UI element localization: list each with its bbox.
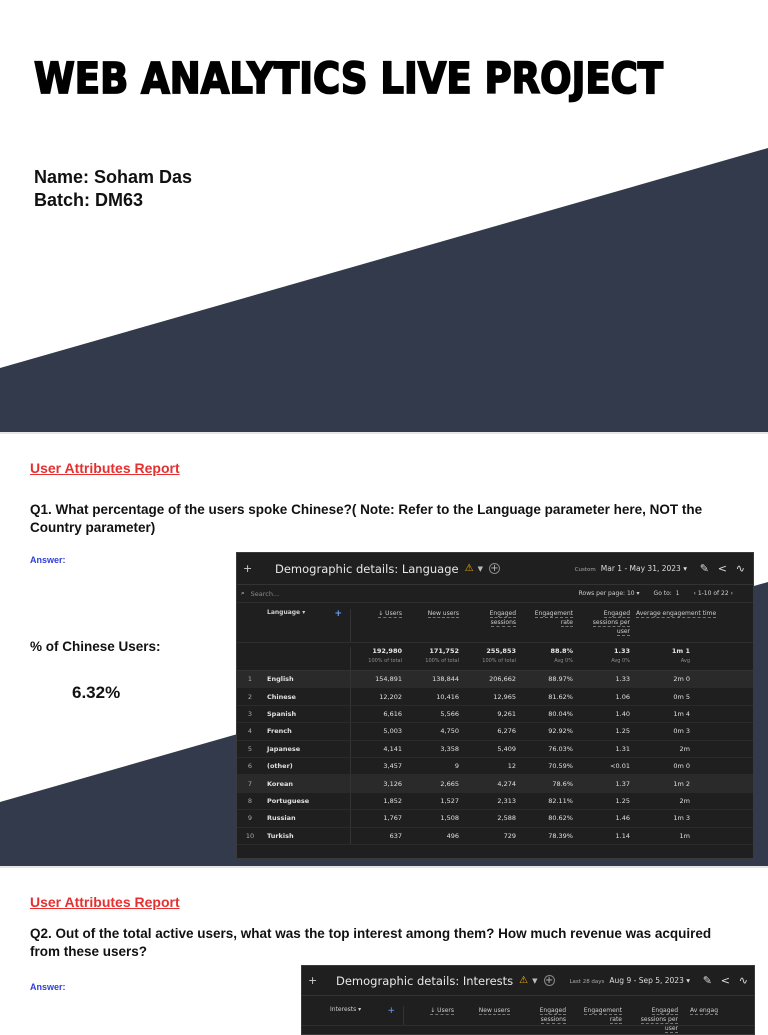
- table-row[interactable]: [237, 758, 753, 775]
- warning-icon[interactable]: ⚠: [464, 563, 474, 574]
- table-header: [237, 603, 753, 643]
- table-row[interactable]: [237, 810, 753, 827]
- chevron-down-icon[interactable]: ▼: [532, 976, 538, 985]
- row-metric-cell: 0m 5: [673, 692, 690, 701]
- row-metric-cell: 637: [389, 831, 402, 840]
- report-title: Demographic details: Language: [275, 561, 459, 576]
- row-dimension-value: Japanese: [263, 741, 351, 757]
- row-dimension-value: English: [263, 671, 351, 687]
- col-header[interactable]: ↓ Users: [378, 610, 402, 617]
- prev-page-icon[interactable]: ‹: [693, 590, 696, 597]
- row-metric-cell: 1.25: [615, 796, 630, 805]
- row-index: 9: [247, 814, 253, 823]
- search-input[interactable]: Search...: [250, 589, 280, 598]
- insights-icon[interactable]: ∿: [738, 974, 748, 987]
- dimension-header[interactable]: Language ▾: [267, 609, 306, 616]
- row-metric-cell: 3,358: [440, 744, 459, 753]
- row-dimension-value: Portuguese: [263, 793, 351, 809]
- add-icon[interactable]: +: [544, 975, 554, 986]
- share-icon[interactable]: <: [720, 974, 730, 987]
- row-metric-cell: 3,126: [383, 779, 402, 788]
- col-header[interactable]: Engaged sessions: [539, 1007, 566, 1023]
- total-cell: 1.33 Avg 0%: [611, 647, 630, 664]
- author-batch: Batch: DM63: [34, 190, 144, 210]
- totals-row: [237, 643, 753, 671]
- question-1-slide: [0, 434, 768, 866]
- row-metric-cell: 4,750: [440, 727, 459, 736]
- rows-per-page-select[interactable]: 10: [626, 590, 635, 597]
- row-metric-cell: 138,844: [432, 675, 459, 684]
- col-header[interactable]: Average engagement time: [636, 610, 717, 617]
- row-dimension-value: Korean: [263, 775, 351, 791]
- table-row[interactable]: [237, 671, 753, 688]
- chinese-users-label: % of Chinese Users:: [30, 639, 161, 654]
- date-range[interactable]: Last 28 days Aug 9 - Sep 5, 2023 ▾: [569, 976, 690, 985]
- title-slide: [0, 0, 768, 432]
- row-metric-cell: 70.59%: [548, 762, 573, 771]
- row-metric-cell: 78.39%: [548, 831, 573, 840]
- row-metric-cell: 1,508: [440, 814, 459, 823]
- answer-label: Answer:: [30, 982, 66, 992]
- row-metric-cell: 1.37: [615, 779, 630, 788]
- question-text: Q2. Out of the total active users, what was the top interest among them? How much revenue was acquired from these users?: [30, 926, 712, 959]
- row-index: 6: [247, 762, 253, 771]
- row-metric-cell: 729: [503, 831, 516, 840]
- add-icon[interactable]: +: [490, 563, 499, 574]
- table-row[interactable]: [237, 688, 753, 705]
- row-metric-cell: 1m: [679, 831, 690, 840]
- col-header[interactable]: Av engag: [690, 1007, 718, 1014]
- row-metric-cell: 1.33: [615, 675, 630, 684]
- row-metric-cell: 5,409: [497, 744, 516, 753]
- row-index: 4: [247, 727, 253, 736]
- row-metric-cell: 78.6%: [552, 779, 573, 788]
- row-metric-cell: 12,202: [379, 692, 402, 701]
- row-metric-cell: 81.62%: [548, 692, 573, 701]
- report-title: Demographic details: Interests: [336, 973, 514, 988]
- row-metric-cell: 1m 3: [673, 814, 690, 823]
- row-metric-cell: 80.04%: [548, 709, 573, 718]
- total-cell: 1m 1 Avg: [671, 647, 690, 664]
- row-metric-cell: 0m 0: [673, 762, 690, 771]
- report-toolbar: [302, 966, 754, 996]
- pagination: Rows per page: 10 ▾ Go to: 1 ‹ 1-10 of 22 ›: [578, 590, 733, 597]
- row-metric-cell: 1.40: [615, 709, 630, 718]
- section-link[interactable]: User Attributes Report: [30, 894, 180, 910]
- row-metric-cell: 154,891: [375, 675, 402, 684]
- page-title: WEB ANALYTICS LIVE PROJECT: [34, 54, 664, 104]
- row-metric-cell: 1,852: [383, 796, 402, 805]
- row-metric-cell: 1m 2: [673, 779, 690, 788]
- add-dimension-icon[interactable]: +: [334, 609, 342, 619]
- row-metric-cell: 1m 4: [673, 709, 690, 718]
- edit-report-icon[interactable]: ✎: [699, 562, 709, 575]
- table-row[interactable]: [237, 793, 753, 810]
- row-metric-cell: 1.46: [615, 814, 630, 823]
- row-metric-cell: 2,665: [440, 779, 459, 788]
- col-header[interactable]: New users: [427, 610, 459, 617]
- row-metric-cell: 6,276: [497, 727, 516, 736]
- row-metric-cell: 1.25: [615, 727, 630, 736]
- row-metric-cell: 2m: [679, 744, 690, 753]
- total-cell: 171,752 100% of total: [425, 647, 459, 664]
- row-index: 8: [247, 796, 253, 805]
- row-metric-cell: 2m: [679, 796, 690, 805]
- question-text: Q1. What percentage of the users spoke Chinese?( Note: Refer to the Language parameter here, NOT the Country parameter): [30, 502, 703, 535]
- col-header[interactable]: New users: [478, 1007, 510, 1014]
- date-range[interactable]: Custom Mar 1 - May 31, 2023 ▾: [574, 564, 687, 573]
- table-body: [237, 671, 753, 845]
- row-metric-cell: 88.97%: [548, 675, 573, 684]
- row-metric-cell: 1.06: [615, 692, 630, 701]
- table-row[interactable]: [237, 828, 753, 845]
- col-header[interactable]: Engaged sessions per user: [640, 1007, 678, 1032]
- row-metric-cell: 206,662: [489, 675, 516, 684]
- report-toolbar: [237, 553, 753, 585]
- row-metric-cell: 1,527: [440, 796, 459, 805]
- chevron-down-icon[interactable]: ▼: [477, 564, 483, 573]
- row-metric-cell: 1,767: [383, 814, 402, 823]
- row-dimension-value: Turkish: [263, 828, 351, 844]
- row-metric-cell: 4,141: [383, 744, 402, 753]
- row-metric-cell: 2,588: [497, 814, 516, 823]
- total-cell: 88.8% Avg 0%: [550, 647, 573, 664]
- col-header[interactable]: Engaged sessions: [489, 610, 516, 626]
- row-metric-cell: 9: [454, 762, 459, 771]
- ga-report-screenshot: [236, 552, 754, 859]
- row-metric-cell: 92.92%: [548, 727, 573, 736]
- warning-icon[interactable]: ⚠: [519, 975, 529, 986]
- row-metric-cell: 2m 0: [673, 675, 690, 684]
- row-metric-cell: 9,261: [497, 709, 516, 718]
- row-metric-cell: 1.14: [615, 831, 630, 840]
- row-metric-cell: 496: [446, 831, 459, 840]
- col-header[interactable]: Engagement rate: [583, 1007, 622, 1023]
- question-2-slide: [0, 868, 768, 1032]
- row-metric-cell: 76.03%: [548, 744, 573, 753]
- row-index: 1: [247, 675, 253, 684]
- next-page-icon[interactable]: ›: [730, 590, 733, 597]
- ga-report-screenshot: [301, 965, 755, 1035]
- dimension-header[interactable]: Interests ▾: [330, 1006, 362, 1013]
- row-metric-cell: 2,313: [497, 796, 516, 805]
- row-metric-cell: 5,003: [383, 727, 402, 736]
- col-header[interactable]: Engagement rate: [534, 610, 573, 626]
- row-metric-cell: <0.01: [610, 762, 630, 771]
- table-row[interactable]: [237, 741, 753, 758]
- section-link[interactable]: User Attributes Report: [30, 460, 180, 476]
- total-cell: 192,980 100% of total: [368, 647, 402, 664]
- row-dimension-value: Russian: [263, 810, 351, 826]
- row-index: 10: [245, 831, 255, 840]
- table-search-bar: [237, 585, 753, 603]
- row-index: 5: [247, 744, 253, 753]
- row-metric-cell: 6,616: [383, 709, 402, 718]
- table-header: [302, 996, 754, 1032]
- goto-page-input[interactable]: 1: [675, 590, 680, 597]
- author-name: Name: Soham Das: [34, 167, 193, 187]
- author-info: [34, 166, 192, 212]
- table-row[interactable]: [237, 706, 753, 723]
- row-dimension-value: Chinese: [263, 688, 351, 704]
- edit-report-icon[interactable]: ✎: [702, 974, 712, 987]
- row-index: 2: [247, 692, 253, 701]
- row-metric-cell: 4,274: [497, 779, 516, 788]
- row-dimension-value: Spanish: [263, 706, 351, 722]
- add-dimension-icon[interactable]: +: [387, 1006, 395, 1016]
- answer-label: Answer:: [30, 555, 66, 565]
- row-metric-cell: 10,416: [436, 692, 459, 701]
- row-index: 7: [247, 779, 253, 788]
- col-header[interactable]: ↓ Users: [430, 1007, 454, 1014]
- row-dimension-value: French: [263, 723, 351, 739]
- row-index: 3: [247, 709, 253, 718]
- row-metric-cell: 12,965: [493, 692, 516, 701]
- row-metric-cell: 12: [507, 762, 516, 771]
- add-comparison-icon[interactable]: +: [243, 562, 253, 575]
- add-comparison-icon[interactable]: +: [308, 974, 318, 987]
- table-row[interactable]: [237, 723, 753, 740]
- row-dimension-value: (other): [263, 758, 351, 774]
- col-header[interactable]: Engaged sessions per user: [592, 610, 630, 635]
- row-metric-cell: 0m 3: [673, 727, 690, 736]
- row-metric-cell: 3,457: [383, 762, 402, 771]
- share-icon[interactable]: <: [717, 562, 727, 575]
- row-metric-cell: 80.62%: [548, 814, 573, 823]
- row-metric-cell: 5,566: [440, 709, 459, 718]
- chinese-users-value: 6.32%: [72, 683, 121, 702]
- row-metric-cell: 1.31: [615, 744, 630, 753]
- total-cell: 255,853 100% of total: [482, 647, 516, 664]
- table-row[interactable]: [237, 775, 753, 792]
- search-icon: ⌕: [241, 589, 245, 597]
- insights-icon[interactable]: ∿: [735, 562, 745, 575]
- row-metric-cell: 82.11%: [548, 796, 573, 805]
